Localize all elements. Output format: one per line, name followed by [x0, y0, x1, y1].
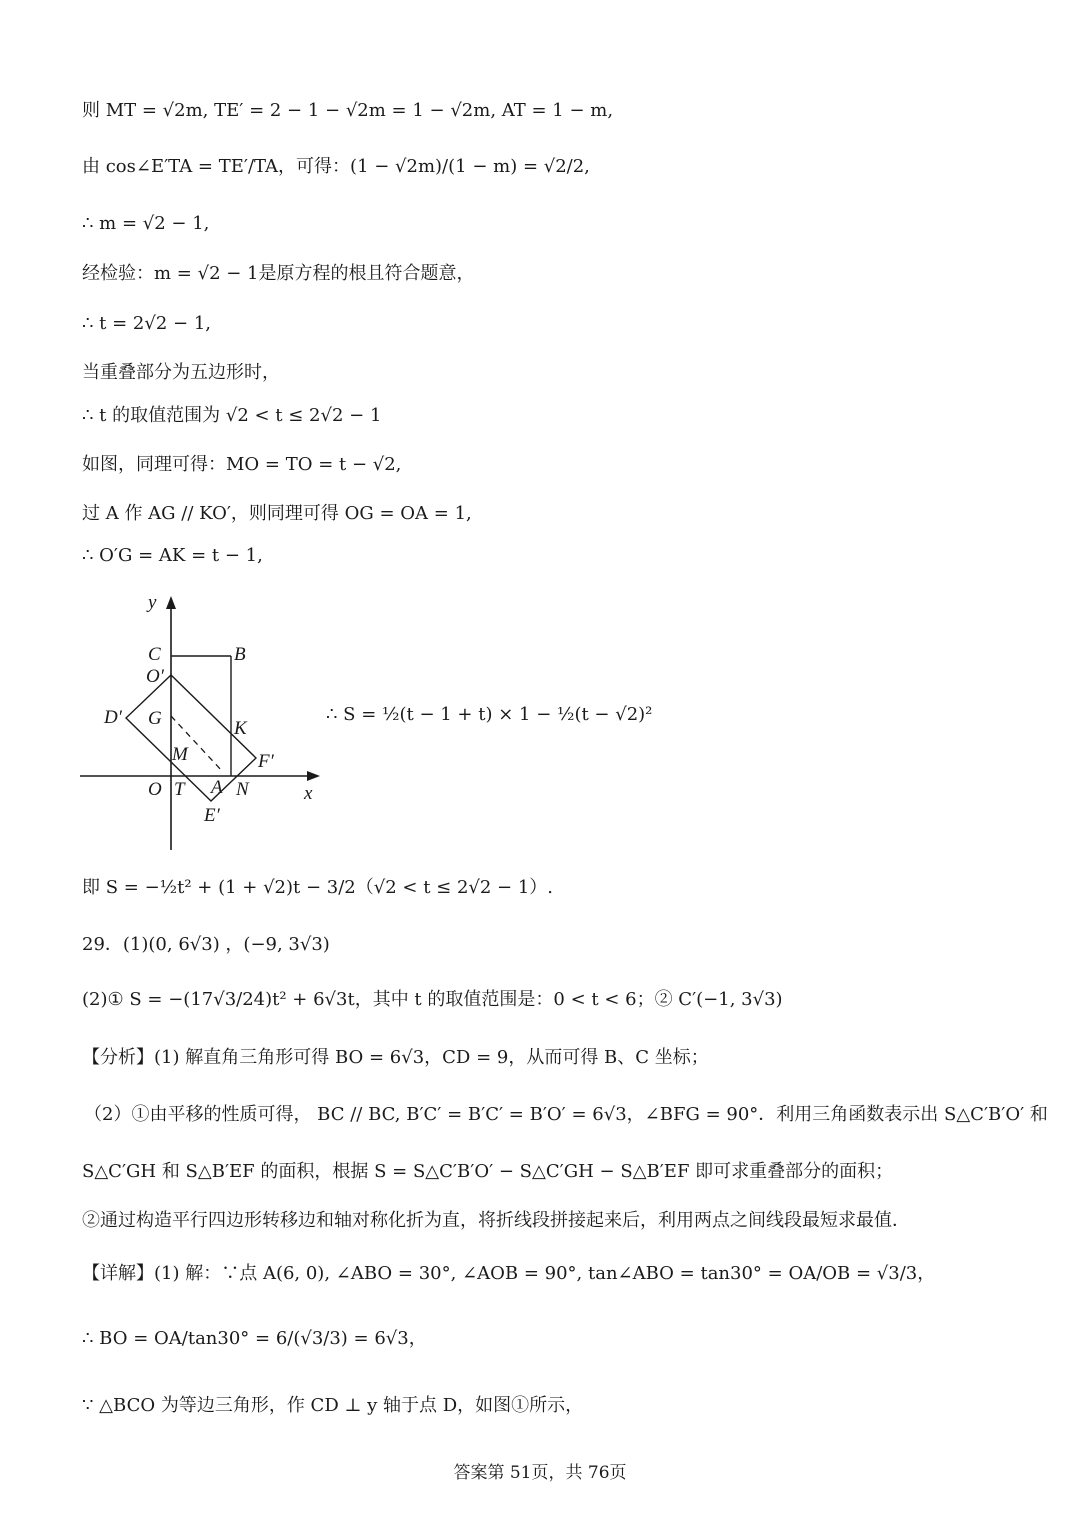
page-footer: 答案第 51页，共 76页: [453, 1463, 627, 1483]
label-o: O: [148, 779, 162, 800]
coordinate-figure: [80, 588, 330, 856]
line-15: （2）①由平移的性质可得， BC // BC, B′C′ = B′C′ = B′O′ = 6√3，∠BFG = 90°．利用三角函数表示出 S△C′B′O′ 和: [84, 1104, 1048, 1125]
label-d-prime: D′: [104, 707, 122, 728]
line-11: 即 S = −½t² + (1 + √2)t − 3/2（√2 < t ≤ 2√2 − 1）.: [82, 877, 554, 898]
line-1: 则 MT = √2m, TE′ = 2 − 1 − √2m = 1 − √2m, AT = 1 − m,: [82, 100, 614, 121]
label-b: B: [234, 644, 246, 665]
label-g: G: [148, 708, 162, 729]
figure-formula: ∴ S = ½(t − 1 + t) × 1 − ½(t − √2)²: [326, 704, 653, 725]
x-axis-arrow: [307, 771, 320, 781]
label-y: y: [148, 592, 157, 613]
label-f-prime: F′: [258, 751, 274, 772]
line-2: 由 cos∠E′TA = TE′/TA，可得：(1 − √2m)/(1 − m) = √2/2,: [82, 156, 590, 177]
label-a: A: [211, 777, 223, 798]
line-9: 过 A 作 AG // KO′，则同理可得 OG = OA = 1,: [82, 503, 472, 524]
label-c: C: [148, 644, 161, 665]
label-o-prime: O′: [146, 666, 164, 687]
line-12: 29．(1)(0, 6√3) ，(−9, 3√3): [82, 934, 330, 955]
label-x: x: [304, 783, 313, 804]
line-19: ∴ BO = OA/tan30° = 6/(√3/3) = 6√3，: [82, 1328, 427, 1349]
label-k: K: [234, 718, 247, 739]
line-20: ∵ △BCO 为等边三角形，作 CD ⊥ y 轴于点 D，如图①所示，: [82, 1395, 584, 1416]
label-n: N: [236, 779, 249, 800]
line-16: S△C′GH 和 S△B′EF 的面积，根据 S = S△C′B′O′ − S△C′GH − S△B′EF 即可求重叠部分的面积；: [82, 1161, 894, 1182]
label-e-prime: E′: [204, 805, 220, 826]
line-5: ∴ t = 2√2 − 1,: [82, 313, 212, 334]
line-3: ∴ m = √2 − 1,: [82, 213, 210, 234]
line-17: ②通过构造平行四边形转移边和轴对称化折为直，将折线段拼接起来后，利用两点之间线段最短求最值．: [82, 1210, 910, 1231]
line-13: (2)① S = −(17√3/24)t² + 6√3t，其中 t 的取值范围是：0 < t < 6；② C′(−1, 3√3): [82, 989, 783, 1010]
line-18: 【详解】(1) 解：∵点 A(6, 0), ∠ABO = 30°, ∠AOB = 90°, tan∠ABO = tan30° = OA/OB = √3/3，: [82, 1263, 936, 1284]
line-7: ∴ t 的取值范围为 √2 < t ≤ 2√2 − 1: [82, 405, 382, 426]
line-4: 经检验：m = √2 − 1是原方程的根且符合题意，: [82, 263, 475, 284]
label-t: T: [174, 779, 185, 800]
figure-svg: [80, 588, 330, 856]
line-8: 如图，同理可得：MO = TO = t − √2,: [82, 454, 402, 475]
line-14: 【分析】(1) 解直角三角形可得 BO = 6√3，CD = 9，从而可得 B、C 坐标；: [82, 1047, 709, 1068]
label-m: M: [172, 744, 188, 765]
line-6: 当重叠部分为五边形时，: [82, 362, 280, 383]
y-axis-arrow: [166, 596, 176, 609]
line-10: ∴ O′G = AK = t − 1,: [82, 545, 263, 566]
